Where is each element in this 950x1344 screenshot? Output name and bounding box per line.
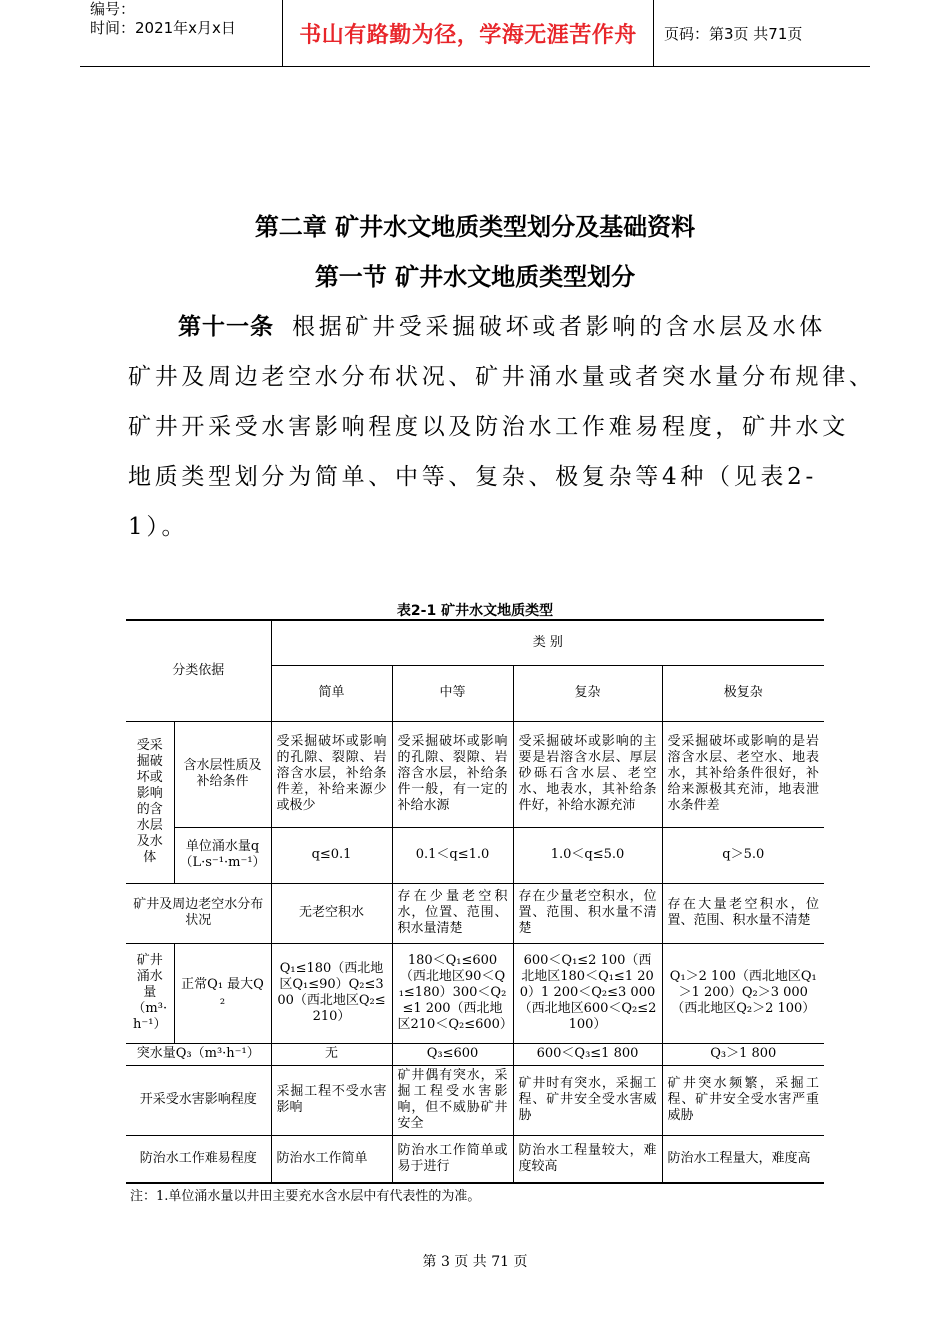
- row-label: 矿井及周边老空水分布状况: [126, 883, 271, 943]
- article-line: 矿井及周边老空水分布状况、矿井涌水量或者突水量分布规律、: [128, 364, 876, 390]
- table-cell: Q₁＞2 100（西北地区Q₁＞1 200）Q₂＞3 000（西北地区Q₂＞2 100）: [662, 943, 824, 1043]
- table-cell: 1.0＜q≤5.0: [513, 827, 662, 883]
- table-cell: 防治水工作简单: [271, 1135, 392, 1183]
- table-cell: 防治水工程量大，难度高: [662, 1135, 824, 1183]
- table-cell: 600＜Q₁≤2 100（西北地区180＜Q₁≤1 200）1 200＜Q₂≤3 000（西北地区600＜Q₂≤2 100）: [513, 943, 662, 1043]
- table-cell: 受采掘破坏或影响的是岩溶含水层、老空水、地表水，其补给条件很好，补给来源极其充沛，地表泄水条件差: [662, 721, 824, 827]
- table-cell: 无: [271, 1043, 392, 1065]
- table-cell: 180＜Q₁≤600（西北地区90＜Q₁≤180）300＜Q₂≤1 200（西北地区210＜Q₂≤600）: [392, 943, 513, 1043]
- col-very-complex: 极复杂: [662, 665, 824, 721]
- basis-header: 分类依据: [126, 620, 271, 721]
- row-label: 开采受水害影响程度: [126, 1065, 271, 1135]
- row-label: 矿井涌水量（m³·h⁻¹）: [126, 943, 174, 1043]
- page-footer: 第 3 页 共 71 页: [422, 1254, 528, 1270]
- row-sublabel: 正常Q₁ 最大Q₂: [174, 943, 271, 1043]
- table-cell: Q₁≤180（西北地区Q₁≤90）Q₂≤300（西北地区Q₂≤210）: [271, 943, 392, 1043]
- table-cell: 受采掘破坏或影响的孔隙、裂隙、岩溶含水层，补给条件差，补给来源少或极少: [271, 721, 392, 827]
- header-time: 时间：2021年x月x日: [90, 19, 236, 37]
- table-cell: 存在大量老空积水，位置、范围、积水量不清楚: [662, 883, 824, 943]
- section-title: 第一节 矿井水文地质类型划分: [314, 263, 636, 291]
- page-header: [80, 0, 870, 67]
- row-label: 含水层性质及补给条件: [174, 721, 271, 827]
- header-page-info: 页码：第3页 共71页: [664, 24, 803, 43]
- table-note: 注：1.单位涌水量以井田主要充水含水层中有代表性的为准。: [130, 1189, 481, 1204]
- category-header: 类 别: [271, 620, 824, 665]
- table-cell: Q₃≤600: [392, 1043, 513, 1065]
- table-cell: Q₃＞1 800: [662, 1043, 824, 1065]
- article-line: 第十一条 根据矿井受采掘破坏或者影响的含水层及水体: [178, 314, 826, 340]
- table-cell: 600＜Q₃≤1 800: [513, 1043, 662, 1065]
- table-cell: q＞5.0: [662, 827, 824, 883]
- table-cell: 受采掘破坏或影响的主要是岩溶含水层、厚层砂砾石含水层、老空水、地表水，其补给条件好，补给水源充沛: [513, 721, 662, 827]
- table-cell: 采掘工程不受水害影响: [271, 1065, 392, 1135]
- table-cell: 存在少量老空积水，位置、范围、积水量不清楚: [513, 883, 662, 943]
- col-simple: 简单: [271, 665, 392, 721]
- table-cell: 防治水工作简单或易于进行: [392, 1135, 513, 1183]
- article-label: 第十一条: [178, 314, 274, 340]
- header-meta: [80, 0, 283, 66]
- article-line: 地质类型划分为简单、中等、复杂、极复杂等4种（见表2-: [128, 464, 817, 490]
- header-number: 编号：: [90, 0, 136, 18]
- table-cell: 防治水工程量较大，难度较高: [513, 1135, 662, 1183]
- group1-label: 受采掘破坏或影响的含水层及水体: [126, 721, 174, 883]
- table-cell: 受采掘破坏或影响的孔隙、裂隙、岩溶含水层，补给条件一般，有一定的补给水源: [392, 721, 513, 827]
- table-cell: 矿井突水频繁，采掘工程、矿井安全受水害严重威胁: [662, 1065, 824, 1135]
- hydro-type-table: [126, 619, 824, 1184]
- table-caption: 表2-1 矿井水文地质类型: [396, 603, 554, 619]
- table-cell: 无老空积水: [271, 883, 392, 943]
- col-complex: 复杂: [513, 665, 662, 721]
- table-cell: 存在少量老空积水，位置、范围、积水量清楚: [392, 883, 513, 943]
- table-cell: 矿井时有突水，采掘工程、矿井安全受水害威胁: [513, 1065, 662, 1135]
- row-label: 突水量Q₃（m³·h⁻¹）: [126, 1043, 271, 1065]
- row-label: 单位涌水量q（L·s⁻¹·m⁻¹）: [174, 827, 271, 883]
- article-line: 矿井开采受水害影响程度以及防治水工作难易程度，矿井水文: [128, 414, 849, 440]
- row-label: 防治水工作难易程度: [126, 1135, 271, 1183]
- table-cell: 矿井偶有突水，采掘工程受水害影响，但不威胁矿井安全: [392, 1065, 513, 1135]
- table-cell: 0.1＜q≤1.0: [392, 827, 513, 883]
- chapter-title: 第二章 矿井水文地质类型划分及基础资料: [254, 213, 696, 241]
- article-line: 1）。: [128, 514, 189, 540]
- header-motto: 书山有路勤为径，学海无涯苦作舟: [283, 0, 654, 66]
- col-medium: 中等: [392, 665, 513, 721]
- table-cell: q≤0.1: [271, 827, 392, 883]
